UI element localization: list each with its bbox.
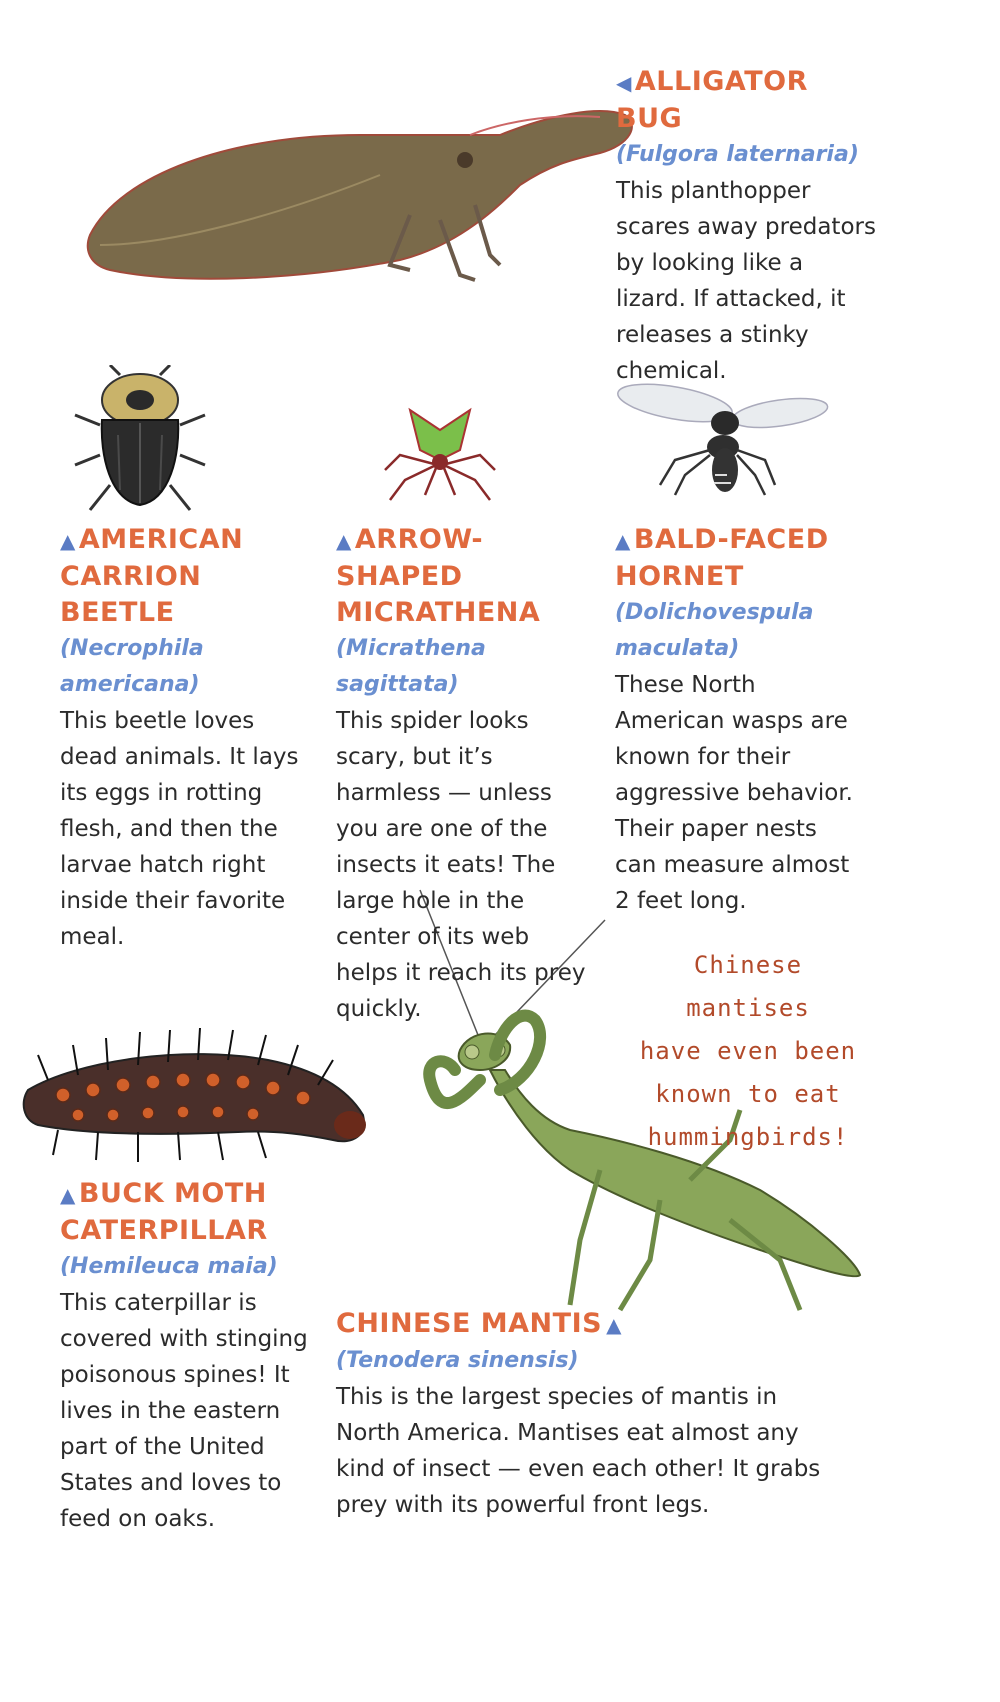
alligator-bug-illustration: [80, 95, 640, 295]
arrow-up-icon: ▲: [615, 529, 631, 553]
micrathena-spider-illustration: [380, 400, 500, 510]
micrathena-scientific-name: (Micrathena sagittata): [336, 636, 486, 697]
mantis-scientific-name: (Tenodera sinensis): [336, 1348, 579, 1373]
note-line-3: known to eat: [655, 1080, 841, 1108]
alligator-bug-name-text: ALLIGATOR BUG: [616, 66, 808, 134]
caterpillar-illustration: [18, 1020, 378, 1170]
hornet-scientific-name: (Dolichovespula maculata): [615, 600, 814, 661]
carrion-beetle-scientific-name: (Necrophila americana): [60, 636, 204, 697]
mantis-name-text: CHINESE MANTIS: [336, 1308, 603, 1339]
mantis-entry: [336, 1306, 846, 1523]
carrion-beetle-description: This beetle loves dead animals. It lays its eggs in rotting flesh, and then the larvae hatch right inside their favorite meal.: [60, 708, 299, 950]
hornet-name: [615, 522, 860, 595]
carrion-beetle-illustration: [70, 365, 210, 515]
hornet-illustration: [615, 375, 835, 505]
arrow-left-icon: ◀: [616, 71, 632, 95]
note-line-4: hummingbirds!: [647, 1123, 849, 1151]
caterpillar-name: [60, 1176, 310, 1249]
note-line-2: have even been: [639, 1037, 857, 1065]
mantis-name: [336, 1306, 846, 1343]
carrion-beetle-name: [60, 522, 300, 631]
alligator-bug-entry: [616, 64, 876, 389]
hornet-name-text: BALD-FACED HORNET: [615, 524, 829, 592]
arrow-up-icon: ▲: [606, 1313, 622, 1337]
arrow-up-icon: ▲: [60, 1183, 76, 1207]
micrathena-name-text: ARROW-SHAPED MICRATHENA: [336, 524, 541, 628]
alligator-bug-name: [616, 64, 876, 137]
caterpillar-name-text: BUCK MOTH CATERPILLAR: [60, 1178, 268, 1246]
note-line-1: Chinese mantises: [686, 951, 810, 1022]
caterpillar-entry: [60, 1176, 310, 1537]
mantis-description: This is the largest species of mantis in North America. Mantises eat almost any kind of insect — even each other! It grabs prey with its powerful front legs.: [336, 1384, 821, 1518]
micrathena-description: This spider looks scary, but it’s harmless — unless you are one of the insects it eats! The large hole in the center of its web helps it reach its prey quickly.: [336, 708, 586, 1022]
handwritten-note: [628, 944, 868, 1159]
alligator-bug-scientific-name: (Fulgora laternaria): [616, 142, 859, 167]
carrion-beetle-entry: [60, 522, 300, 955]
alligator-bug-description: This planthopper scares away predators by looking like a lizard. If attacked, it releases a stinky chemical.: [616, 178, 876, 384]
caterpillar-scientific-name: (Hemileuca maia): [60, 1254, 278, 1279]
arrow-up-icon: ▲: [60, 529, 76, 553]
micrathena-name: [336, 522, 586, 631]
hornet-entry: [615, 522, 860, 919]
hornet-description: These North American wasps are known for their aggressive behavior. Their paper nests can measure almost 2 feet long.: [615, 672, 853, 914]
caterpillar-description: This caterpillar is covered with stinging poisonous spines! It lives in the eastern part of the United States and loves to feed on oaks.: [60, 1290, 308, 1532]
micrathena-entry: [336, 522, 586, 1027]
carrion-beetle-name-text: AMERICAN CARRION BEETLE: [60, 524, 244, 628]
arrow-up-icon: ▲: [336, 529, 352, 553]
